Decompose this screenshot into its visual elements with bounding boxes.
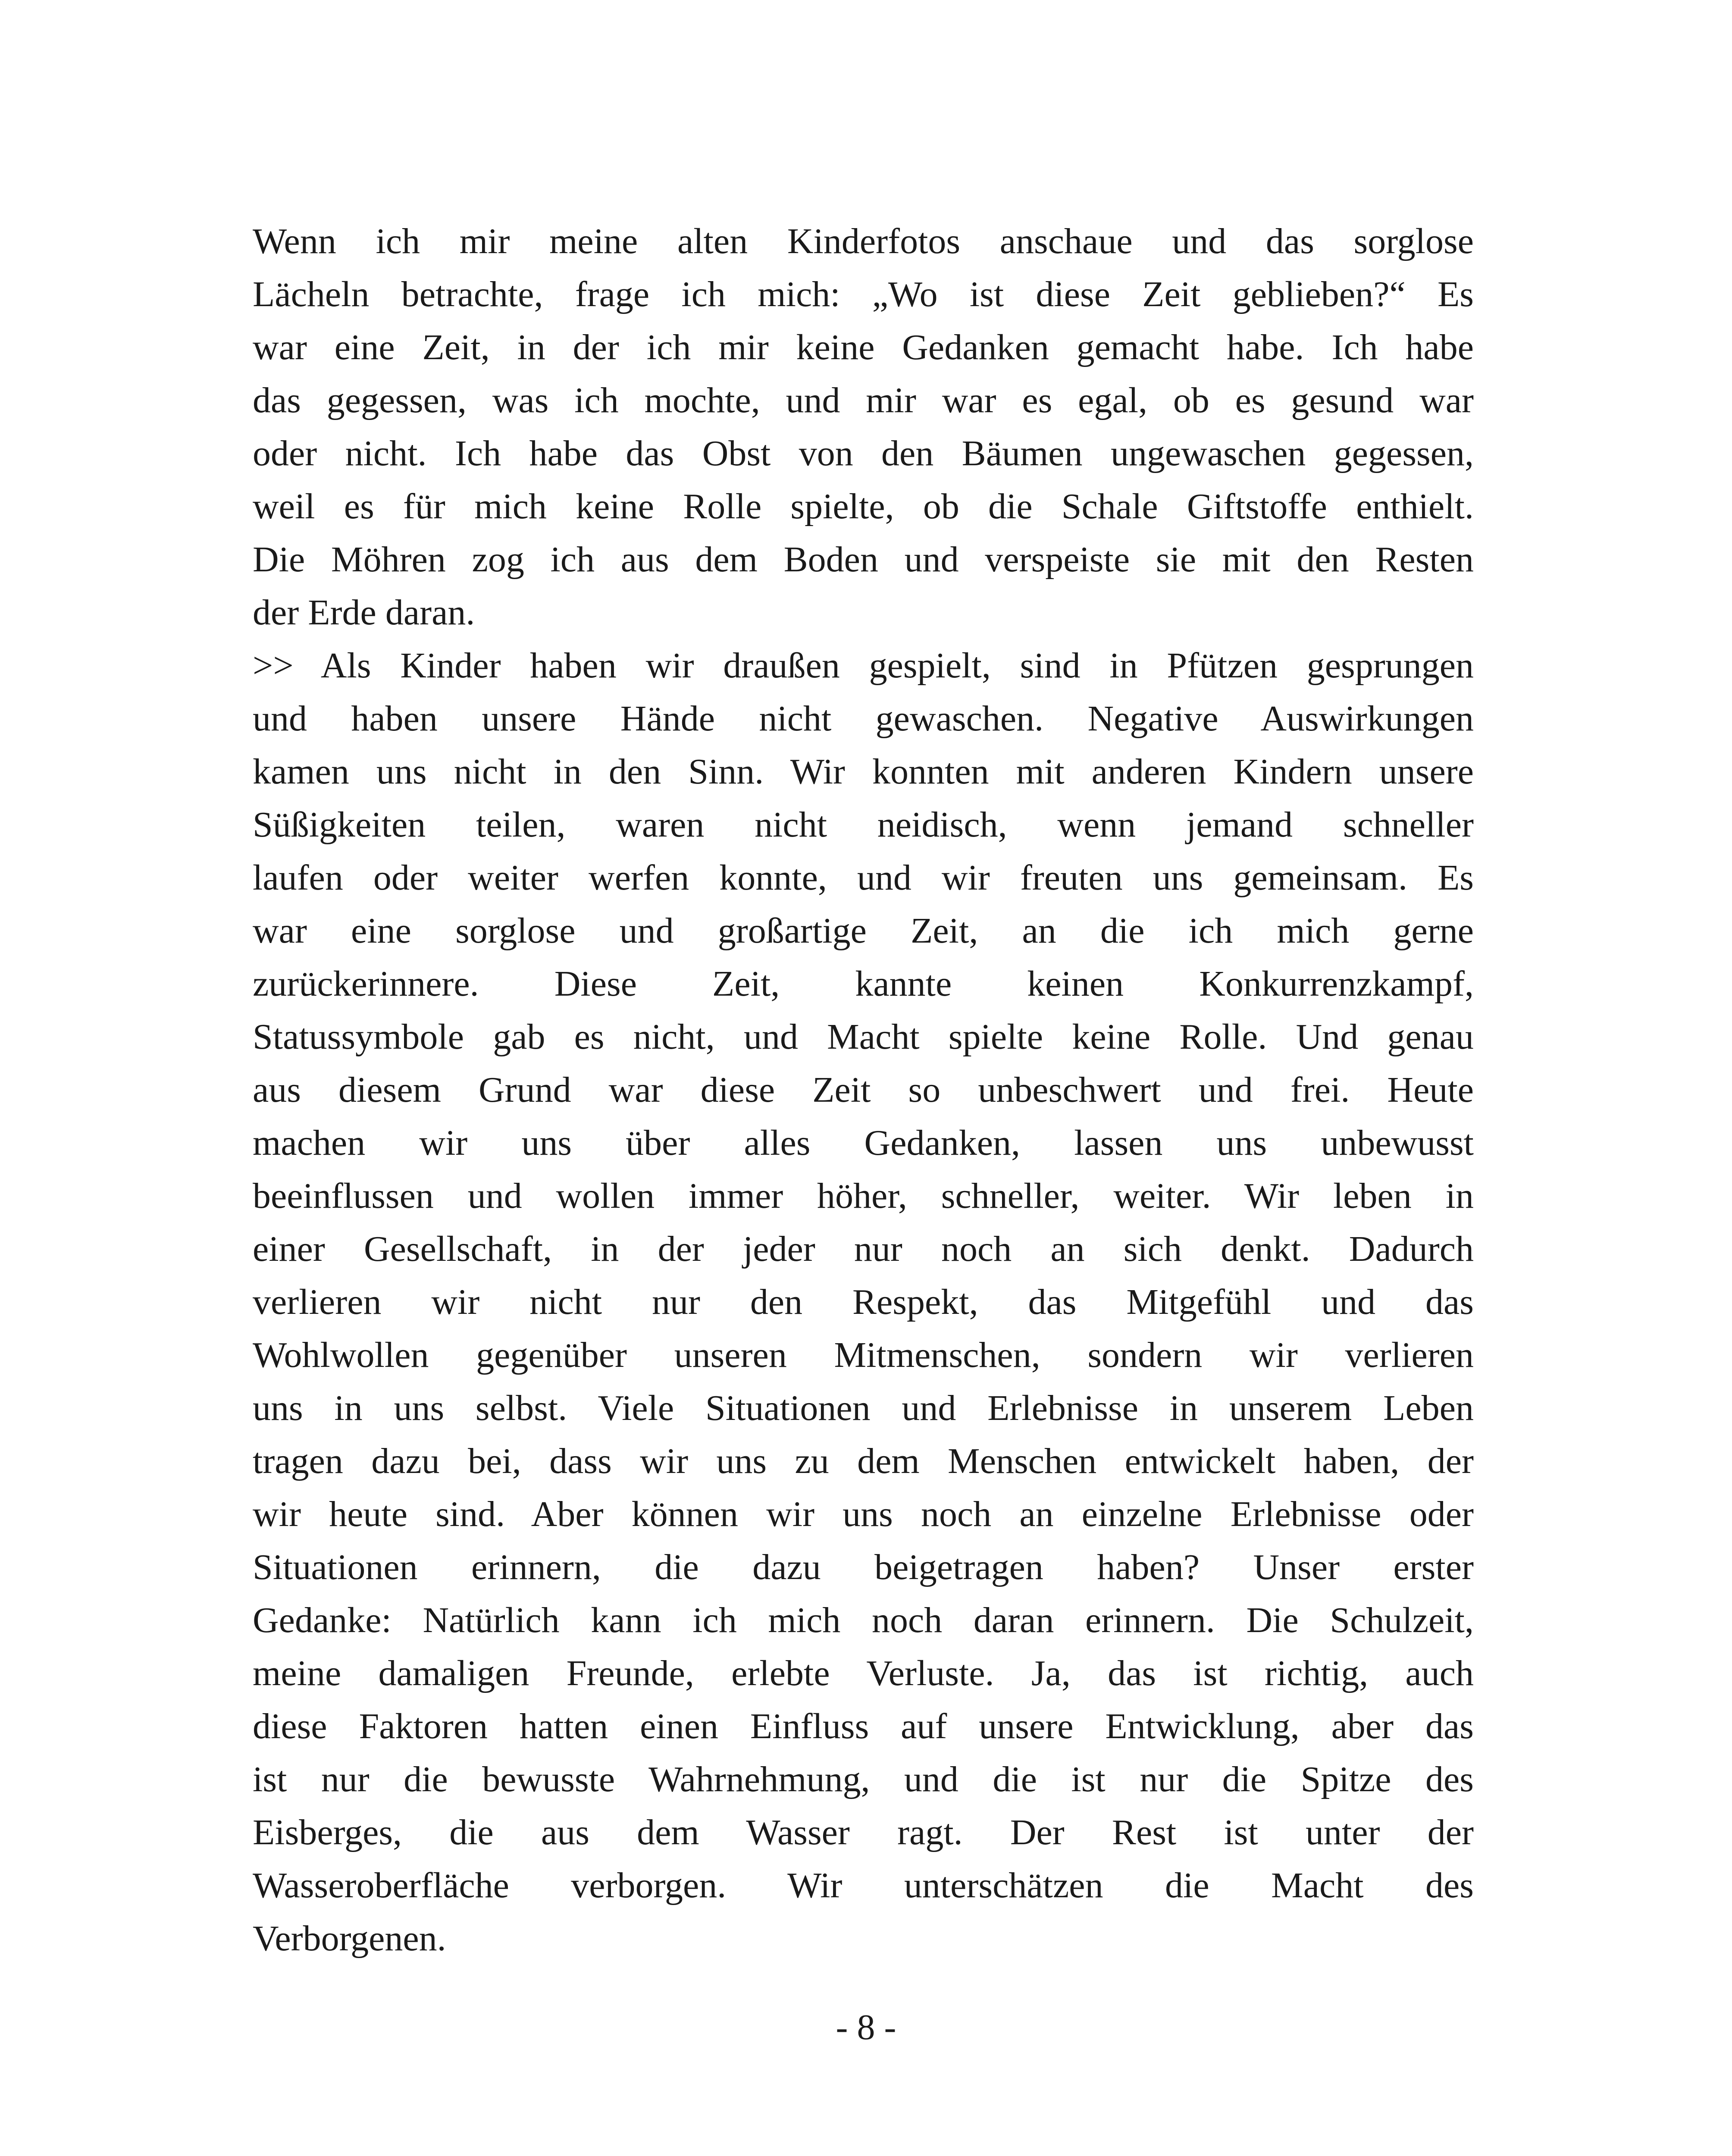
text-line: Verborgenen. bbox=[253, 1918, 446, 1959]
text-line: Gedanke: Natürlich kann ich mich noch daran erinnern. Die Schulzeit, bbox=[253, 1600, 1474, 1640]
text-line: ist nur die bewusste Wahrnehmung, und die ist nur die Spitze des bbox=[253, 1759, 1474, 1799]
text-line: wir heute sind. Aber können wir uns noch an einzelne Erlebnisse oder bbox=[253, 1494, 1474, 1534]
text-line: >> Als Kinder haben wir draußen gespielt, sind in Pfützen gesprungen bbox=[253, 646, 1474, 686]
text-line: Die Möhren zog ich aus dem Boden und verspeiste sie mit den Resten bbox=[253, 539, 1474, 580]
text-line: laufen oder weiter werfen konnte, und wir freuten uns gemeinsam. Es bbox=[253, 858, 1474, 898]
text-line: kamen uns nicht in den Sinn. Wir konnten mit anderen Kindern unsere bbox=[253, 752, 1474, 792]
text-line: aus diesem Grund war diese Zeit so unbeschwert und frei. Heute bbox=[253, 1070, 1474, 1110]
text-line: der Erde daran. bbox=[253, 592, 475, 633]
text-line: Süßigkeiten teilen, waren nicht neidisch, wenn jemand schneller bbox=[253, 805, 1474, 845]
text-line: beeinflussen und wollen immer höher, schneller, weiter. Wir leben in bbox=[253, 1176, 1474, 1216]
text-line: das gegessen, was ich mochte, und mir war es egal, ob es gesund war bbox=[253, 380, 1474, 420]
page-number: - 8 - bbox=[836, 2007, 896, 2047]
text-line: einer Gesellschaft, in der jeder nur noch an sich denkt. Dadurch bbox=[253, 1229, 1474, 1269]
text-line: diese Faktoren hatten einen Einfluss auf unsere Entwicklung, aber das bbox=[253, 1706, 1474, 1746]
text-line: und haben unsere Hände nicht gewaschen. Negative Auswirkungen bbox=[253, 699, 1474, 739]
paragraph-childhood-photos bbox=[253, 215, 1474, 639]
text-line: Wasseroberfläche verborgen. Wir unterschätzen die Macht des bbox=[253, 1865, 1474, 1905]
text-line: war eine Zeit, in der ich mir keine Gedanken gemacht habe. Ich habe bbox=[253, 327, 1474, 367]
text-line: Wohlwollen gegenüber unseren Mitmenschen, sondern wir verlieren bbox=[253, 1335, 1474, 1375]
text-line: Situationen erinnern, die dazu beigetragen haben? Unser erster bbox=[253, 1547, 1474, 1587]
text-line: tragen dazu bei, dass wir uns zu dem Menschen entwickelt haben, der bbox=[253, 1441, 1474, 1481]
text-line: zurückerinnere. Diese Zeit, kannte keinen Konkurrenzkampf, bbox=[253, 964, 1474, 1004]
text-line: machen wir uns über alles Gedanken, lassen uns unbewusst bbox=[253, 1123, 1474, 1163]
text-line: meine damaligen Freunde, erlebte Verluste. Ja, das ist richtig, auch bbox=[253, 1653, 1474, 1693]
text-line: verlieren wir nicht nur den Respekt, das Mitgefühl und das bbox=[253, 1282, 1474, 1322]
text-line: oder nicht. Ich habe das Obst von den Bäumen ungewaschen gegessen, bbox=[253, 433, 1474, 473]
text-line: uns in uns selbst. Viele Situationen und Erlebnisse in unserem Leben bbox=[253, 1388, 1474, 1428]
text-line: war eine sorglose und großartige Zeit, an die ich mich gerne bbox=[253, 911, 1474, 951]
text-line: weil es für mich keine Rolle spielte, ob die Schale Giftstoffe enthielt. bbox=[253, 486, 1474, 526]
text-line: Lächeln betrachte, frage ich mich: „Wo ist diese Zeit geblieben?“ Es bbox=[253, 274, 1474, 314]
text-line: Wenn ich mir meine alten Kinderfotos anschaue und das sorglose bbox=[253, 221, 1474, 261]
text-line: Statussymbole gab es nicht, und Macht spielte keine Rolle. Und genau bbox=[253, 1017, 1474, 1057]
text-line: Eisberges, die aus dem Wasser ragt. Der Rest ist unter der bbox=[253, 1812, 1474, 1852]
body-text bbox=[253, 215, 1474, 1965]
paragraph-children-played-outside bbox=[253, 639, 1474, 1965]
